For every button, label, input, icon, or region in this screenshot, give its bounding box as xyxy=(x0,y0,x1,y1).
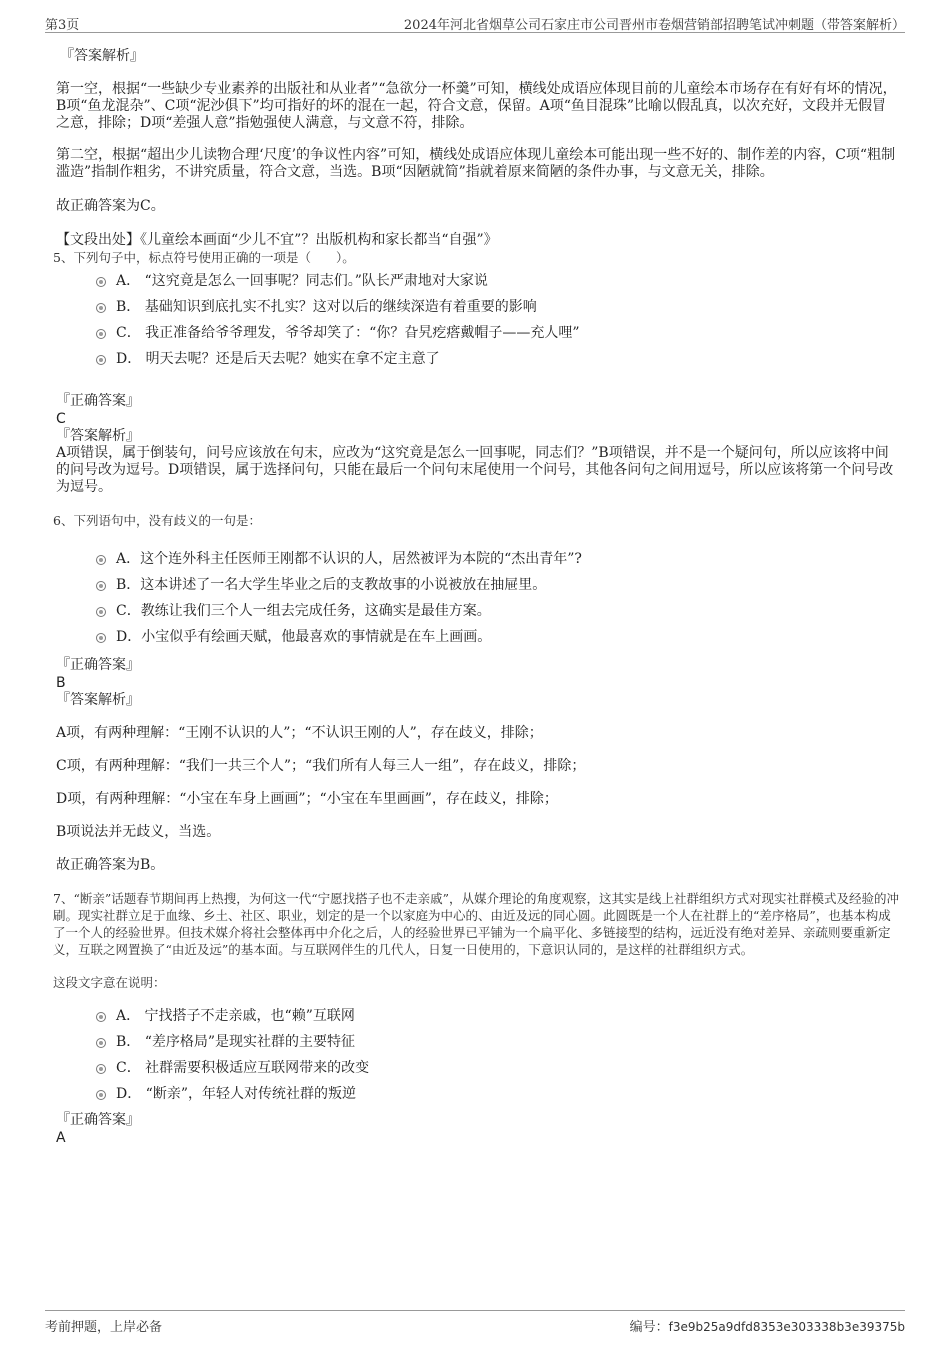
option-d[interactable]: D． 明天去呢？还是后天去呢？她实在拿不定主意了 xyxy=(56,349,900,375)
option-list xyxy=(56,549,900,653)
option-c[interactable]: C．教练让我们三个人一组去完成任务，这确实是最佳方案。 xyxy=(56,601,900,627)
correct-answer-heading: 『正确答案』 xyxy=(56,1112,140,1128)
radio-icon[interactable] xyxy=(96,555,106,565)
question-stem: 6、下列语句中，没有歧义的一句是： xyxy=(53,513,261,528)
analysis-paragraph: 第一空，根据“一些缺少专业素养的出版社和从业者”“急欲分一杯羹”可知，横线处成语应体现目前的儿童绘本市场存在有好有坏的情况，B项“鱼龙混杂”、C项“泥沙俱下”均可指好的坏的混在一起，符合文意，保留。A项“鱼目混珠”比喻以假乱真，以次充好，文段并无假冒之意，排除；D项“差强人意”指勉强使人满意，与文意不符，排除。 xyxy=(56,81,897,131)
option-c[interactable]: C． 社群需要积极适应互联网带来的改变 xyxy=(56,1058,900,1084)
radio-icon[interactable] xyxy=(96,1064,106,1074)
analysis-line: A项，有两种理解：“王刚不认识的人”；“不认识王刚的人”，存在歧义，排除； xyxy=(56,725,543,741)
analysis-line: B项说法并无歧义，当选。 xyxy=(56,824,221,840)
radio-icon[interactable] xyxy=(96,355,106,365)
document-code xyxy=(630,1316,905,1335)
option-a[interactable]: A． 宁找搭子不走亲戚，也“赖”互联网 xyxy=(56,1006,900,1032)
page-footer xyxy=(45,1310,905,1333)
radio-icon[interactable] xyxy=(96,607,106,617)
source-citation: 【文段出处】《儿童绘本画面“少儿不宜”？出版机构和家长都当“自强”》 xyxy=(56,232,498,248)
option-a[interactable]: A． “这究竟是怎么一回事呢？同志们。”队长严肃地对大家说 xyxy=(56,271,900,297)
correct-answer: B xyxy=(56,675,66,691)
question-stem: 5、下列句子中，标点符号使用正确的一项是（ ）。 xyxy=(53,250,355,265)
radio-icon[interactable] xyxy=(96,581,106,591)
correct-answer: C xyxy=(56,411,66,427)
correct-answer: A xyxy=(56,1130,66,1146)
analysis-line: D项，有两种理解：“小宝在车身上画画”；“小宝在车里画画”，存在歧义，排除； xyxy=(56,791,558,807)
option-a[interactable]: A．这个连外科主任医师王刚都不认识的人，居然被评为本院的“杰出青年”? xyxy=(56,549,900,575)
question-passage: 7、“断亲”话题春节期间再上热搜，为何这一代“宁愿找搭子也不走亲戚”，从媒介理论的角度观察，这其实是线上社群组织方式对现实社群模式及经验的冲刷。现实社群立足于血缘、乡土、社区、职业，划定的是一个以家庭为中心的、由近及远的同心圆。此圆既是一个人在社群上的“差序格局”，也基本构成了一个人的经验世界。但技术媒介将社会整体再中介化之后，人的经验世界已平铺为一个扁平化、多链接型的结构，远近没有绝对差异、亲疏则要重新定义，互联之网置换了“由近及远”的基本面。与互联网伴生的几代人，日复一日使用的，下意识认同的，是这样的社群组织方式。 xyxy=(53,891,900,957)
answer-analysis-heading: 『答案解析』 xyxy=(60,48,144,64)
option-d[interactable]: D．小宝似乎有绘画天赋，他最喜欢的事情就是在车上画画。 xyxy=(56,627,900,653)
option-list xyxy=(56,1006,900,1110)
correct-answer-heading: 『正确答案』 xyxy=(56,657,140,673)
option-c[interactable]: C． 我正准备给爷爷理发，爷爷却笑了：“你？旮旯疙瘩戴帽子——充人哩” xyxy=(56,323,900,349)
correct-answer-heading: 『正确答案』 xyxy=(56,393,140,409)
answer-conclusion: 故正确答案为B。 xyxy=(56,857,165,873)
radio-icon[interactable] xyxy=(96,1090,106,1100)
answer-analysis-heading: 『答案解析』 xyxy=(56,692,140,708)
radio-icon[interactable] xyxy=(96,1038,106,1048)
document-title: 2024年河北省烟草公司石家庄市公司晋州市卷烟营销部招聘笔试冲刺题（带答案解析） xyxy=(403,18,905,33)
option-list xyxy=(56,271,900,375)
answer-conclusion: 故正确答案为C。 xyxy=(56,198,165,214)
code-value: f3e9b25a9dfd8353e303338b3e39375b xyxy=(668,1320,905,1334)
option-b[interactable]: B．这本讲述了一名大学生毕业之后的支教故事的小说被放在抽屉里。 xyxy=(56,575,900,601)
question-stem: 这段文字意在说明： xyxy=(53,975,166,990)
radio-icon[interactable] xyxy=(96,277,106,287)
footer-slogan: 考前押题，上岸必备 xyxy=(45,1320,163,1335)
option-d[interactable]: D． “断亲”，年轻人对传统社群的叛逆 xyxy=(56,1084,900,1110)
page-number: 第3页 xyxy=(45,18,80,33)
analysis-paragraph: 第二空，根据“超出少儿读物合理‘尺度’的争议性内容”可知，横线处成语应体现儿童绘本可能出现一些不好的、制作差的内容，C项“粗制滥造”指制作粗劣，不讲究质量，符合文意，当选。B项“因陋就简”指就着原来简陋的条件办事，与文意无关，排除。 xyxy=(56,147,896,180)
document-body xyxy=(53,48,900,1147)
radio-icon[interactable] xyxy=(96,329,106,339)
analysis-paragraph: A项错误，属于倒装句，问号应该放在句末，应改为“这究竟是怎么一回事呢，同志们？”B项错误，并不是一个疑问句，所以应该将中间的问号改为逗号。D项错误，属于选择问句，只能在最后一个问句末尾使用一个问号，其他各问句之间用逗号，所以应该将第一个问号改为逗号。 xyxy=(56,445,894,495)
page-header xyxy=(45,14,905,33)
radio-icon[interactable] xyxy=(96,303,106,313)
analysis-line: C项，有两种理解：“我们一共三个人”；“我们所有人每三人一组”，存在歧义，排除； xyxy=(56,758,586,774)
code-label: 编号： xyxy=(629,1320,669,1335)
radio-icon[interactable] xyxy=(96,1012,106,1022)
answer-analysis-heading: 『答案解析』 xyxy=(56,428,140,444)
radio-icon[interactable] xyxy=(96,633,106,643)
option-b[interactable]: B． “差序格局”是现实社群的主要特征 xyxy=(56,1032,900,1058)
option-b[interactable]: B． 基础知识到底扎实不扎实？这对以后的继续深造有着重要的影响 xyxy=(56,297,900,323)
